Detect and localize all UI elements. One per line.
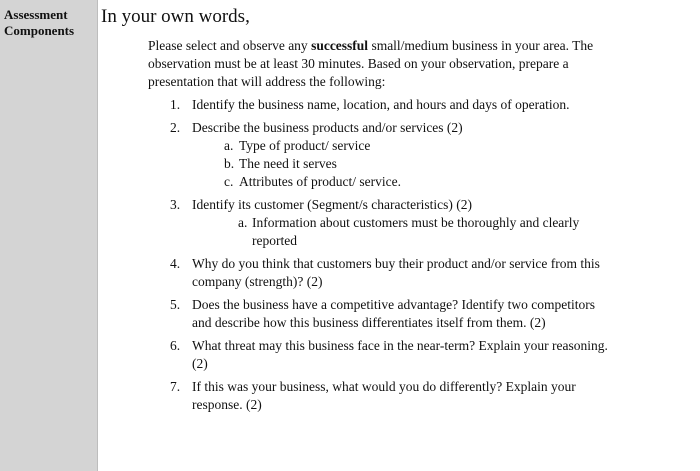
item-text: Identify its customer (Segment/s characteristics) (2) xyxy=(192,197,473,212)
list-item-5 xyxy=(170,296,610,332)
sub-item-2b xyxy=(192,155,610,173)
sub-letter: b. xyxy=(224,156,235,171)
item-text: Does the business have a competitive advantage? Identify two competitors and describe how this business differentiates itself from them. (2) xyxy=(192,297,596,330)
list-item-4 xyxy=(170,255,610,291)
item-number: 2. xyxy=(170,120,181,135)
intro-bold-word: successful xyxy=(311,38,369,53)
intro-paragraph xyxy=(148,37,618,91)
sub-text: Attributes of product/ service. xyxy=(239,174,401,189)
sidebar-label-line1: Assessment xyxy=(4,7,68,22)
item-number: 7. xyxy=(170,379,181,394)
item-number: 1. xyxy=(170,97,181,112)
sub-letter: a. xyxy=(238,215,248,230)
item-text: What threat may this business face in the near-term? Explain your reasoning. (2) xyxy=(192,338,608,371)
sub-letter: c. xyxy=(224,174,234,189)
sidebar-label xyxy=(4,7,96,39)
item-text: Why do you think that customers buy their product and/or service from this company (strength)? (2) xyxy=(192,256,600,289)
item-text: Describe the business products and/or services (2) xyxy=(192,120,463,135)
sub-item-3a xyxy=(192,214,610,250)
sub-text: The need it serves xyxy=(239,156,337,171)
task-list xyxy=(170,96,610,419)
list-item-6 xyxy=(170,337,610,373)
intro-text-end: small/medium business in your area. The observation must be at least 30 minutes. Based on your observation, prepare a presentation that will address the following: xyxy=(148,38,594,89)
sidebar-label-line2: Components xyxy=(4,23,75,38)
item-text: If this was your business, what would you do differently? Explain your response. (2) xyxy=(192,379,576,412)
intro-text-start: Please select and observe any xyxy=(148,38,312,53)
item-text: Identify the business name, location, and hours and days of operation. xyxy=(192,97,570,112)
list-item-2 xyxy=(170,119,610,191)
sidebar xyxy=(0,0,98,471)
page-heading: In your own words, xyxy=(101,6,250,27)
sub-item-2a xyxy=(192,137,610,155)
sub-letter: a. xyxy=(224,138,234,153)
item-number: 4. xyxy=(170,256,181,271)
item-number: 3. xyxy=(170,197,181,212)
item-number: 6. xyxy=(170,338,181,353)
sub-text: Information about customers must be thoroughly and clearly reported xyxy=(252,215,580,248)
sub-text: Type of product/ service xyxy=(239,138,371,153)
sub-item-2c xyxy=(192,173,610,191)
item-number: 5. xyxy=(170,297,181,312)
list-item-3 xyxy=(170,196,610,250)
list-item-1 xyxy=(170,96,610,114)
list-item-7 xyxy=(170,378,610,414)
